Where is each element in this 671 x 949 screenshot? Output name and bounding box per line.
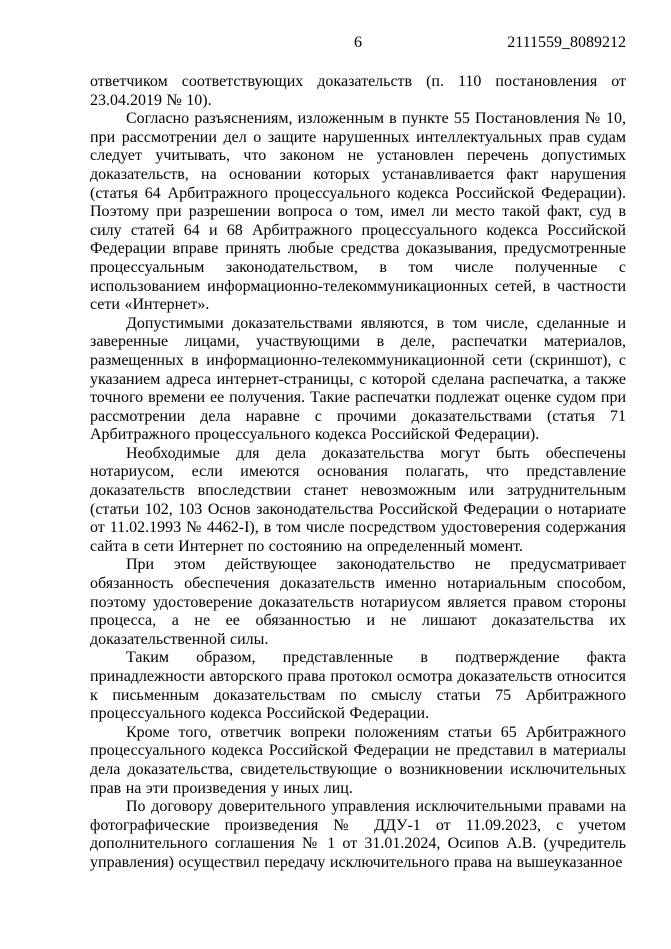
body-paragraph: Необходимые для дела доказательства могут быть обеспечены нотариусом, если имеются основания полагать, что представление доказательств впоследствии станет невозможным или затруднительным (статьи 102, 103 Основ законодательства Российской Федерации о нотариате от 11.02.1993 № 4462-I), в том числе посредством удостоверения содержания сайта в сети Интернет по состоянию на определенный момент. — [90, 444, 626, 555]
body-paragraph: Допустимыми доказательствами являются, в том числе, сделанные и заверенные лицами, участвующими в деле, распечатки материалов, размещенных в информационно-телекоммуникационной сети (скриншот), с указанием адреса интернет-страницы, с которой сделана распечатка, а также точного времени ее получения. Такие распечатки подлежат оценке судом при рассмотрении дела наравне с прочими доказательствами (статья 71 Арбитражного процессуального кодекса Российской Федерации). — [90, 314, 626, 444]
body-paragraph: По договору доверительного управления исключительными правами на фотографические произведения № ДДУ-1 от 11.09.2023, с учетом дополнительного соглашения № 1 от 31.01.2024, Осипов А.В. (учредитель управления) осуществил передачу исключительного права на вышеуказанное — [90, 798, 626, 871]
body-paragraph: Кроме того, ответчик вопреки положениям статьи 65 Арбитражного процессуального кодекса Российской Федерации не представил в материалы дела доказательства, свидетельствующие о возникновении исключительных прав на эти произведения у иных лиц. — [90, 723, 626, 797]
document-id: 2111559_8089212 — [507, 34, 626, 51]
page-header — [90, 33, 626, 52]
body-paragraph: Таким образом, представленные в подтверждение факта принадлежности авторского права протокол осмотра доказательств относится к письменным доказательствам по смыслу статьи 75 Арбитражного процессуального кодекса Российской Федерации. — [90, 649, 626, 723]
body-paragraph: ответчиком соответствующих доказательств (п. 110 постановления от 23.04.2019 № 10). — [90, 73, 626, 109]
document-body — [90, 73, 626, 873]
page-content — [90, 33, 626, 873]
page-number: 6 — [354, 34, 362, 51]
body-paragraph: При этом действующее законодательство не предусматривает обязанность обеспечения доказательств именно нотариальным способом, поэтому удостоверение доказательств нотариусом является правом стороны процесса, а не ее обязанностью и не лишают доказательства их доказательственной силы. — [90, 556, 626, 648]
body-paragraph: Согласно разъяснениям, изложенным в пункте 55 Постановления № 10, при рассмотрении дел о защите нарушенных интеллектуальных прав судам следует учитывать, что законом не установлен перечень допустимых доказательств, на основании которых устанавливается факт нарушения (статья 64 Арбитражного процессуального кодекса Российской Федерации). Поэтому при разрешении вопроса о том, имел ли место такой факт, суд в силу статей 64 и 68 Арбитражного процессуального кодекса Российской Федерации вправе принять любые средства доказывания, предусмотренные процессуальным законодательством, в том числе полученные с использованием информационно-телекоммуникационных сетей, в частности сети «Интернет». — [90, 110, 626, 314]
